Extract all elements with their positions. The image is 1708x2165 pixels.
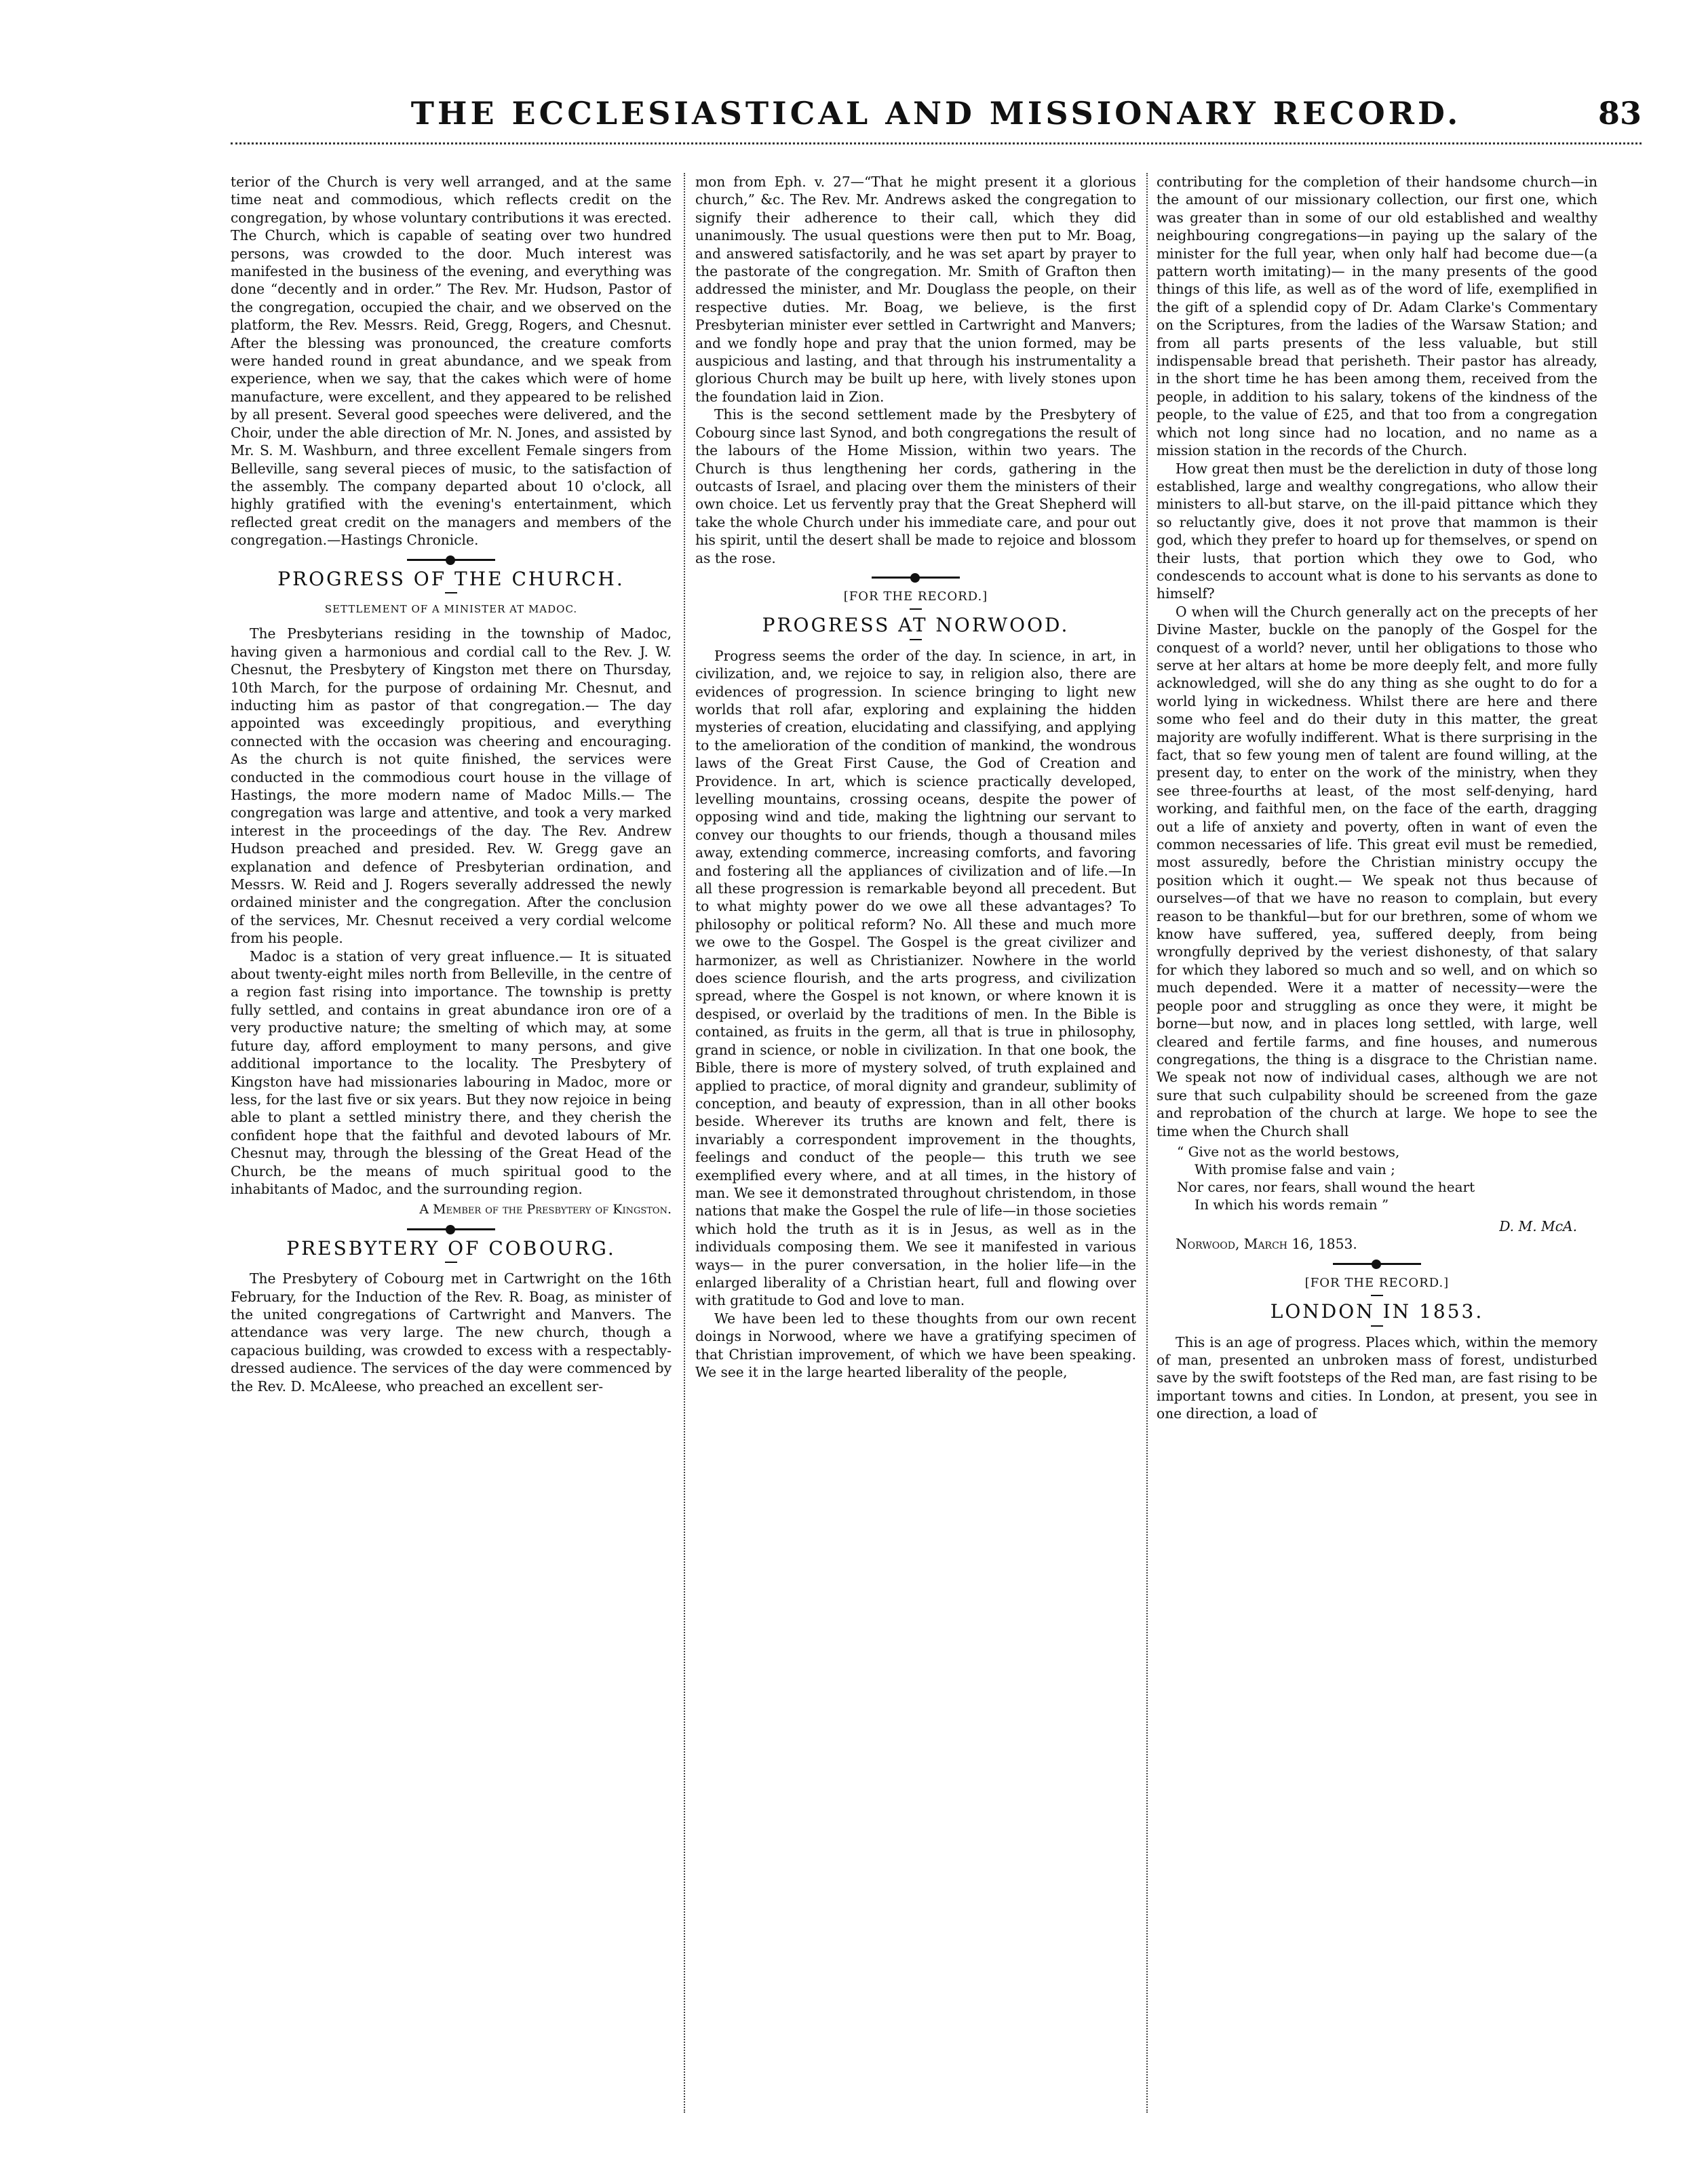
paragraph: How great then must be the dereliction in duty of those long established, large and wealthy congregations, who allow their ministers to all-but starve, on the ill-paid pittance which they so reluctantly give, does it not prove that mammon is their god, which they prefer to hoard up for themselves, or spend on their lusts, that portion which they owe to God, who condescends to account what is done to his servants as done to himself? <box>1157 460 1597 602</box>
page-number: 83 <box>1597 95 1642 132</box>
section-subtitle: SETTLEMENT OF A MINISTER AT MADOC. <box>324 602 578 615</box>
ornamental-rule <box>1333 1263 1421 1265</box>
paragraph: contributing for the completion of their handsome church—in the amount of our missionary collection, our first one, which was greater than in some of our old established and wealthy neighbouring congregations—in paying up the salary of the minister for the full year, when only half had become due—(a pattern worth imitating)— in the many presents of the good things of this life, as well as of the word of life, exemplified in the gift of a splendid copy of Dr. Adam Clarke's Commentary on the Scriptures, from the ladies of the Warsaw Station; and from all parts presents of the less valuable, but still indispensable bread that perisheth. Their pastor has already, in the short time he has been among them, received from the people, in addition to his salary, tokens of the kindness of the people, to the value of £25, and that too from a congregation which not long since had no location, and no name as a mission station in the records of the Church. <box>1157 174 1597 459</box>
dateline: Norwood, March 16, 1853. <box>1176 1236 1357 1253</box>
paragraph: This is an age of progress. Places which, within the memory of man, presented an unbroken mass of forest, undisturbed save by the swift footsteps of the Red man, are fast rising to be important towns and cities. In London, at present, you see in one direction, a load of <box>1157 1333 1597 1422</box>
poem-line: In which his words remain ” <box>1195 1196 1389 1213</box>
source-tag: [FOR THE RECORD.] <box>843 589 988 604</box>
running-title: THE ECCLESIASTICAL AND MISSIONARY RECORD. <box>410 95 1462 132</box>
ornamental-rule <box>407 559 495 561</box>
source-tag: [FOR THE RECORD.] <box>1304 1275 1450 1290</box>
header-rule <box>231 142 1642 147</box>
column-divider <box>1146 173 1148 2113</box>
ornamental-rule <box>872 577 960 579</box>
column-1 <box>231 173 672 2113</box>
paragraph: terior of the Church is very well arranged, and at the same time neat and commodious, which reflects credit on the congregation, by whose voluntary contributions it was erected. The Church, which is capable of seating over two hundred persons, was crowded to the door. Much interest was manifested in the business of the evening, and everything was done “decently and in order.” The Rev. Mr. Hudson, Pastor of the congregation, occupied the chair, and we observed on the platform, the Rev. Messrs. Reid, Gregg, Rogers, and Chesnut. After the blessing was pronounced, the creature comforts were handed round in great abundance, and we speak from experience, when we say, that the cakes which were of home manufacture, were excellent, and they appeared to be relished by all present. Several good speeches were delivered, and the Choir, under the able direction of Mr. N. Jones, and assisted by Mr. S. M. Washburn, and three excellent Female singers from Belleville, sang several pieces of music, to the satisfaction of the assembly. The company departed about 10 o'clock, all highly gratified with the evening's entertainment, which reflected great credit on the managers and members of the congregation.—Hastings Chronicle. <box>231 174 672 549</box>
column-2 <box>695 173 1136 2113</box>
paragraph: The Presbyterians residing in the township of Madoc, having given a harmonious and cordial call to the Rev. J. W. Chesnut, the Presbytery of Kingston met there on Thursday, 10th March, for the purpose of ordaining Mr. Chesnut, and inducting him as pastor of that congregation.— The day appointed was exceedingly propitious, and everything connected with the occasion was cheering and encouraging. As the church is not quite finished, the services were conducted in the commodious court house in the village of Hastings, the more modern name of Madoc Mills.— The congregation was large and attentive, and took a very marked interest in the proceedings of the day. The Rev. Andrew Hudson preached and presided. Rev. W. Gregg gave an explanation and defence of Presbyterian ordination, and Messrs. W. Reid and J. Rogers severally addressed the newly ordained minister and the congregation. After the conclusion of the services, Mr. Chesnut received a very cordial welcome from his people. <box>231 625 672 947</box>
paragraph: We have been led to these thoughts from our own recent doings in Norwood, where we have a gratifying specimen of that Christian improvement, of which we have been speaking. We see it in the large hearted liberality of the people, <box>695 1310 1136 1380</box>
section-title: PROGRESS OF THE CHURCH. <box>277 567 625 590</box>
page-header <box>231 88 1642 149</box>
title-dash <box>1371 1325 1383 1327</box>
title-dash <box>910 608 922 610</box>
poem-line: With promise false and vain ; <box>1195 1160 1395 1177</box>
section-title: PROGRESS AT NORWOOD. <box>762 614 1070 637</box>
signature: A Member of the Presbytery of Kingston. <box>419 1202 672 1217</box>
column-divider <box>684 173 685 2113</box>
section-title: LONDON IN 1853. <box>1270 1300 1484 1323</box>
title-dash <box>1371 1295 1383 1296</box>
poem-line: “ Give not as the world bestows, <box>1177 1143 1400 1160</box>
paragraph: O when will the Church generally act on the precepts of her Divine Master, buckle on the panoply of the Gospel for the conquest of a world? never, until her obligations to those who serve at her altars at home be more deeply felt, and more fully acknowledged, will she do any thing as she ought to do for a world lying in wickedness. Whilst there are here and there some who feel and do their duty in this matter, the great majority are wofully indifferent. What is there surprising in the fact, that so few young men of talent are found willing, at the present day, to enter on the work of the ministry, when they see three-fourths at least, of the most self-denying, hard working, and faithful men, on the face of the earth, dragging out a life of anxiety and poverty, often in want of even the common necessaries of life. This great evil must be remedied, most assuredly, before the Christian ministry occupy the position which it ought.— We speak not thus because of ourselves—of that we have no reason to complain, but every reason to be thankful—but for our brethren, some of whom we know have suffered, yea, suffered deeply, from being wrongfully deprived by the veriest dishonesty, of that salary for which they labored so much and so well, and on which so much depended. Were it a matter of necessity—were the people poor and struggling as once they were, it might be borne—but now, and in places long settled, with large, well cleared and fertile farms, and fine houses, and numerous congregations, the thing is a disgrace to the Christian name. We speak not now of individual cases, although we are not sure that such culpability should be screened from the gaze and reprobation of the church at large. We hope to see the time when the Church shall <box>1157 603 1597 1139</box>
signature: D. M. McA. <box>1499 1217 1577 1234</box>
column-3 <box>1157 173 1597 2113</box>
paragraph: Madoc is a station of very great influence.— It is situated about twenty-eight miles north from Belleville, in the centre of a region fast rising into importance. The township is pretty fully settled, and contains in great abundance iron ore of a very productive nature; the smelting of which may, at some future day, afford employment to many persons, and give additional importance to the locality. The Presbytery of Kingston have had missionaries labouring in Madoc, more or less, for the last five or six years. But they now rejoice in being able to plant a settled ministry there, and they cherish the confident hope that the faithful and devoted labours of Mr. Chesnut may, through the blessing of the Great Head of the Church, be the means of much spiritual good to the inhabitants of Madoc, and the surrounding region. <box>231 948 672 1197</box>
title-dash <box>910 639 922 640</box>
poem <box>1177 1143 1597 1213</box>
poem-line: Nor cares, nor fears, shall wound the heart <box>1177 1178 1475 1195</box>
title-dash <box>445 592 457 593</box>
ornamental-rule <box>407 1228 495 1230</box>
paragraph: The Presbytery of Cobourg met in Cartwright on the 16th February, for the Induction of the Rev. R. Boag, as minister of the united congregations of Cartwright and Manvers. The attendance was very large. The new church, though a capacious building, was crowded to excess with a respectably-dressed audience. The services of the day were commenced by the Rev. D. McAleese, who preached an excellent ser- <box>231 1270 672 1394</box>
paragraph: Progress seems the order of the day. In science, in art, in civilization, and, we rejoice to say, in religion also, there are evidences of progression. In science bringing to light new worlds that roll afar, exploring and explaining the hidden mysteries of creation, elucidating and classifying, and applying to the amelioration of the condition of mankind, the wondrous laws of the Great First Cause, the God of Creation and Providence. In art, which is science practically developed, levelling mountains, crossing oceans, despite the power of opposing wind and tide, making the lightning our servant to convey our thoughts to our friends, though a thousand miles away, extending commerce, increasing comforts, and favoring and fostering all the appliances of civilization and of life.—In all these progression is remarkable beyond all precedent. But to what mighty power do we owe all these advantages? To philosophy or political reform? No. All these and much more we owe to the Gospel. The Gospel is the great civilizer and harmonizer, as well as Christianizer. Nowhere in the world does science flourish, and the arts progress, and civilization spread, where the Gospel is not known, or where known it is despised, or overlaid by the traditions of men. In the Bible is contained, as fruits in the germ, all that is true in philosophy, grand in science, or noble in civilization. In that one book, the Bible, there is more of mystery solved, of truth explained and applied to practice, of moral dignity and grandeur, sublimity of conception, and beauty of expression, than in all other books beside. Wherever its truths are known and felt, there is invariably a correspondent improvement in the thoughts, feelings and conduct of the people— this truth we see exemplified every where, and at all times, in the history of man. We see it demonstrated throughout christendom, in those nations that make the Gospel the rule of life—in those societies which hold the truth as it is in Jesus, as well as in the individuals composing them. We see it manifested in various ways— in the purer conversation, in the holier life—in the enlarged liberality of a Christian heart, full and flowing over with gratitude to God and love to man. <box>695 647 1136 1309</box>
paragraph: mon from Eph. v. 27—“That he might present it a glorious church,” &c. The Rev. Mr. Andrews asked the congregation to signify their adherence to their call, which they did unanimously. The usual questions were then put to Mr. Boag, and answered satisfactorily, and he was set apart by prayer to the pastorate of the congregation. Mr. Smith of Grafton then addressed the minister, and Mr. Douglass the people, on their respective duties. Mr. Boag, we believe, is the first Presbyterian minister ever settled in Cartwright and Manvers; and we fondly hope and pray that the union formed, may be auspicious and lasting, and that through his instrumentality a glorious Church may be built up here, with lively stones upon the foundation laid in Zion. <box>695 174 1136 405</box>
title-dash <box>445 1262 457 1263</box>
paragraph: This is the second settlement made by the Presbytery of Cobourg since last Synod, and both congregations the result of the labours of the Home Mission, within two years. The Church is thus lengthening her cords, gathering in the outcasts of Israel, and placing over them the ministers of their own choice. Let us fervently pray that the Great Shepherd will take the whole Church under his immediate care, and pour out his spirit, until the desert shall be made to rejoice and blossom as the rose. <box>695 406 1136 566</box>
section-title: PRESBYTERY OF COBOURG. <box>286 1236 616 1260</box>
